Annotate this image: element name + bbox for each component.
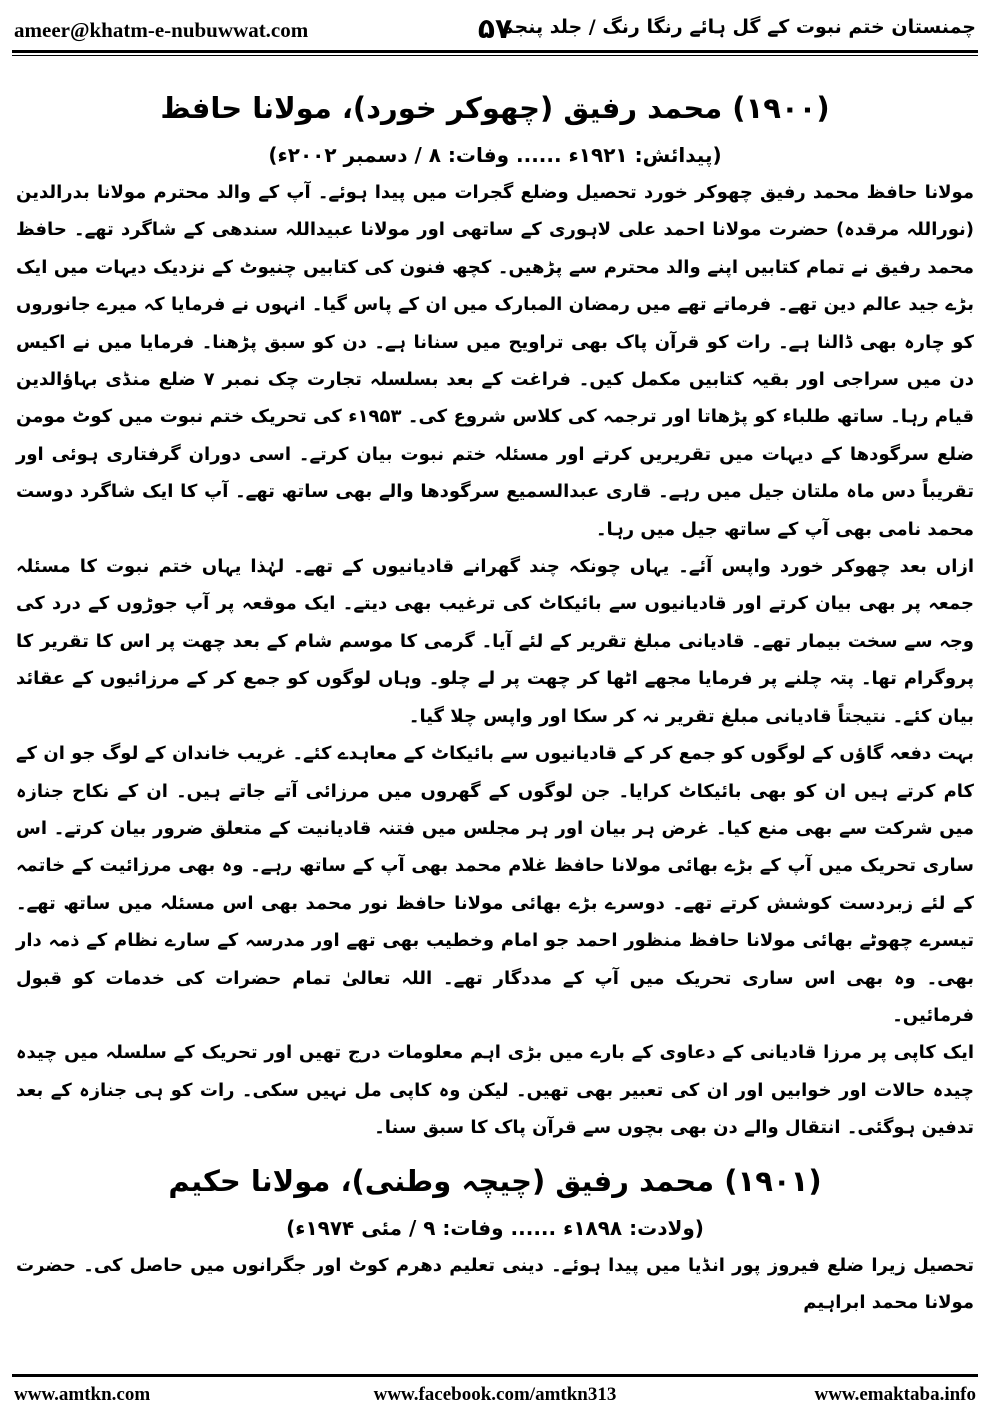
- paragraph: تحصیل زیرا ضلع فیروز پور انڈیا میں پیدا ہوئے۔ دینی تعلیم دھرم کوٹ اور جگرانوں میں حاصل کی۔ حضرت مولانا محمد ابراہیم: [16, 1254, 974, 1313]
- page-number: ۵۷: [477, 12, 513, 45]
- footer-link-emaktaba[interactable]: www.emaktaba.info: [814, 1384, 976, 1405]
- book-title: چمنستان ختم نبوت کے گل ہائے رنگا رنگ / جلد پنجم: [499, 16, 976, 38]
- page-header: [14, 10, 976, 50]
- page-content: [16, 64, 974, 1321]
- paragraph: مولانا حافظ محمد رفیق چھوکر خورد تحصیل وضلع گجرات میں پیدا ہوئے۔ آپ کے والد محترم مولانا بدرالدین (نوراللہ مرقدہ) حضرت مولانا احمد علی لاہوری کے ساتھی اور مولانا عبیداللہ سندھی کے شاگرد تھے۔ حافظ محمد رفیق نے تمام کتابیں اپنے والد محترم سے پڑھیں۔ کچھ فنون کی کتابیں چنیوٹ کے نزدیک دیہات میں ایک بڑے جید عالم دین تھے۔ فرماتے تھے میں رمضان المبارک میں ان کے پاس گیا۔ انہوں نے فرمایا کہ میرے جانوروں کو چارہ بھی ڈالنا ہے۔ رات کو قرآن پاک بھی تراویح میں سنانا ہے۔ دن کو سبق پڑھنا۔ فرمایا میں نے اکیس دن میں سراجی اور بقیہ کتابیں مکمل کیں۔ فراغت کے بعد بسلسلہ تجارت چک نمبر ۷ ضلع منڈی بہاؤالدین قیام رہا۔ ساتھ طلباء کو پڑھاتا اور ترجمہ کی کلاس شروع کی۔ ۱۹۵۳ء کی تحریک ختم نبوت میں کوٹ مومن ضلع سرگودھا کے دیہات میں تقریریں کرتے اور مسئلہ ختم نبوت بیان کرتے۔ اسی دوران گرفتاری ہوئی اور تقریباً دس ماہ ملتان جیل میں رہے۔ قاری عبدالسمیع سرگودھا والے بھی ساتھ تھے۔ آپ کا ایک شاگرد دوست محمد نامی بھی آپ کے ساتھ جیل میں رہا۔: [16, 182, 974, 540]
- header-rule: [12, 50, 978, 53]
- entry-dates: (ولادت: ۱۸۹۸ء ...... وفات: ۹ / مئی ۱۹۷۴ء): [286, 1215, 704, 1240]
- footer-rule: [12, 1374, 978, 1377]
- paragraph: ازاں بعد چھوکر خورد واپس آئے۔ یہاں چونکہ چند گھرانے قادیانیوں کے تھے۔ لہٰذا یہاں ختم نبوت کا مسئلہ جمعہ پر بھی بیان کرتے اور قادیانیوں سے بائیکاٹ کی ترغیب بھی دیتے۔ ایک موقعہ پر آپ جوڑوں کے درد کی وجہ سے سخت بیمار تھے۔ قادیانی مبلغ تقریر کے لئے آیا۔ گرمی کا موسم شام کے بعد چھت پر اس کا تقریر کا پروگرام تھا۔ پتہ چلنے پر فرمایا مجھے اٹھا کر چھت پر لے چلو۔ وہاں لوگوں کو جمع کر کے مرزائیوں کے عقائد بیان کئے۔ نتیجتاً قادیانی مبلغ تقریر نہ کر سکا اور واپس چلا گیا۔: [16, 556, 975, 727]
- paragraph: ایک کاپی پر مرزا قادیانی کے دعاوی کے بارے میں بڑی اہم معلومات درج تھیں اور تحریک کے سلسلہ میں چیدہ چیدہ حالات اور خوابیں اور ان کی تعبیر بھی تھیں۔ لیکن وہ کاپی مل نہیں سکی۔ رات کو ہی جنازہ کے بعد تدفین ہوگئی۔ انتقال والے دن بھی بچوں سے قرآن پاک کا سبق سنا۔: [16, 1042, 974, 1139]
- entry-title: (۱۹۰۱) محمد رفیق (چیچہ وطنی)، مولانا حکیم: [168, 1163, 822, 1198]
- footer-link-amtkn[interactable]: www.amtkn.com: [14, 1384, 151, 1405]
- page-footer: [14, 1384, 976, 1414]
- entry-dates: (پیدائش: ۱۹۲۱ء ...... وفات: ۸ / دسمبر ۲۰۰۲ء): [268, 143, 722, 167]
- paragraph: بہت دفعہ گاؤں کے لوگوں کو جمع کر کے قادیانیوں سے بائیکاٹ کے معاہدے کئے۔ غریب خاندان کے لوگ جو ان کے کام کرتے ہیں ان کو بھی بائیکاٹ کرایا۔ جن لوگوں کے گھروں میں مرزائی آتے جاتے ہیں۔ ان کے نکاح جنازہ میں شرکت سے بھی منع کیا۔ غرض ہر بیان اور ہر مجلس میں فتنہ قادیانیت کے متعلق ضرور بیان کرتے۔ اس ساری تحریک میں آپ کے بڑے بھائی مولانا حافظ غلام محمد بھی آپ کے ساتھ رہے۔ وہ بھی مرزائیت کے خاتمہ کے لئے زبردست کوشش کرتے تھے۔ دوسرے بڑے بھائی مولانا حافظ نور محمد بھی اس مسئلہ میں ساتھ تھے۔ تیسرے چھوٹے بھائی مولانا حافظ منظور احمد جو امام وخطیب بھی تھے اور مدرسہ کے سارے نظام کے ذمہ دار بھی۔ وہ بھی اس ساری تحریک میں آپ کے مددگار تھے۔ اللہ تعالیٰ تمام حضرات کی خدمات کو قبول فرمائیں۔: [16, 743, 974, 1026]
- header-rule-thin: [12, 55, 978, 56]
- header-email[interactable]: ameer@khatm-e-nubuwwat.com: [14, 18, 309, 42]
- entry-title: (۱۹۰۰) محمد رفیق (چھوکر خورد)، مولانا حافظ: [160, 91, 830, 125]
- footer-link-facebook[interactable]: www.facebook.com/amtkn313: [373, 1384, 617, 1405]
